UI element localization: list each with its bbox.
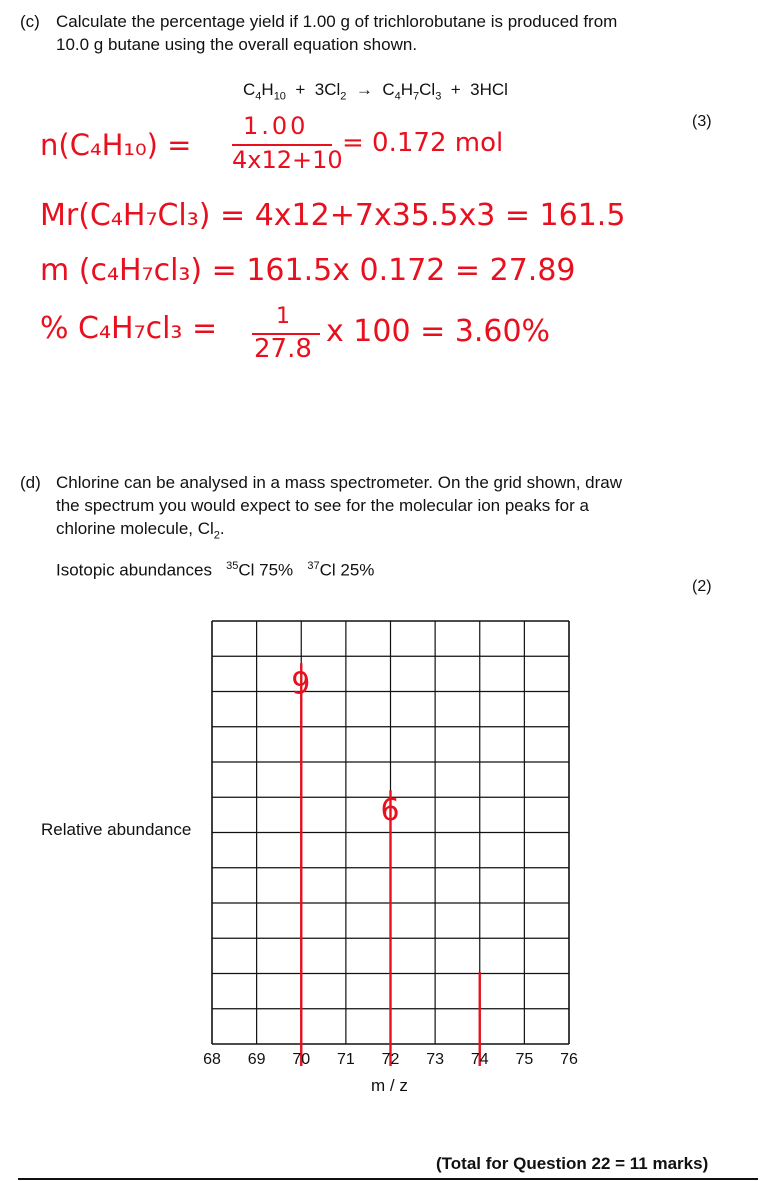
x-tick-label: 76 (560, 1051, 578, 1068)
x-tick-label: 73 (426, 1051, 445, 1068)
handwriting-percent-numerator: 1 (276, 304, 290, 329)
part-c-question-line1: Calculate the percentage yield if 1.00 g of trichlorobutane is produced from (56, 12, 618, 31)
part-c-marks: (3) (692, 113, 712, 130)
part-c-label: (c) (20, 12, 40, 31)
x-tick-label: 75 (515, 1051, 534, 1068)
peak-label-70: 9 (291, 666, 311, 702)
total-marks: (Total for Question 22 = 11 marks) (436, 1154, 709, 1173)
handwriting-percent-result: x 100 = 3.60% (326, 314, 551, 349)
chemical-equation: $C_4H_{10} + 3Cl_2 \to C_4H_7Cl_3 + 3HCl$ (243, 80, 508, 103)
part-d-question-line2: the spectrum you would expect to see for the molecular ion peaks for a (56, 496, 589, 515)
part-c-question-line2: 10.0 g butane using the overall equation shown. (56, 35, 418, 54)
handwriting-moles-numerator: 1.00 (243, 112, 309, 140)
chart-peaks (291, 663, 480, 1066)
x-tick-label: 72 (381, 1051, 400, 1068)
handwriting-percent-denominator: 27.8 (254, 334, 312, 364)
handwriting-mr-line: Mr(C₄H₇Cl₃) = 4x12+7x35.5x3 = 161.5 (40, 198, 626, 233)
peak-label-72: 6 (380, 793, 400, 829)
isotopic-abundances: Isotopic abundances $^{35}$Cl 75% $^{37}$Cl 25% (56, 560, 375, 580)
part-d-question-line1: Chlorine can be analysed in a mass spectrometer. On the grid shown, draw (56, 473, 623, 492)
x-tick-label: 70 (292, 1051, 311, 1068)
handwriting-moles-denominator: 4x12+10 (232, 146, 343, 174)
handwriting-mass-line: m (c₄H₇cl₃) = 161.5x 0.172 = 27.89 (40, 253, 576, 288)
x-tick-label: 74 (470, 1051, 489, 1068)
x-tick-label: 68 (203, 1051, 221, 1068)
handwriting-moles-left: n(C₄H₁₀) = (40, 128, 192, 162)
part-d-marks: (2) (692, 578, 712, 595)
x-tick-label: 69 (247, 1051, 266, 1068)
handwriting-moles-result: = 0.172 mol (342, 128, 504, 158)
part-d-question-line3: chlorine molecule, $Cl_2$. (56, 519, 225, 542)
part-d-label: (d) (20, 473, 41, 492)
footer-rule (18, 1178, 758, 1180)
chart-y-axis-label: Relative abundance (41, 820, 192, 839)
handwriting-percent-left: % C₄H₇cl₃ = (40, 311, 218, 346)
x-tick-label: 71 (336, 1051, 355, 1068)
chart-x-axis-label: m / z (371, 1076, 408, 1095)
